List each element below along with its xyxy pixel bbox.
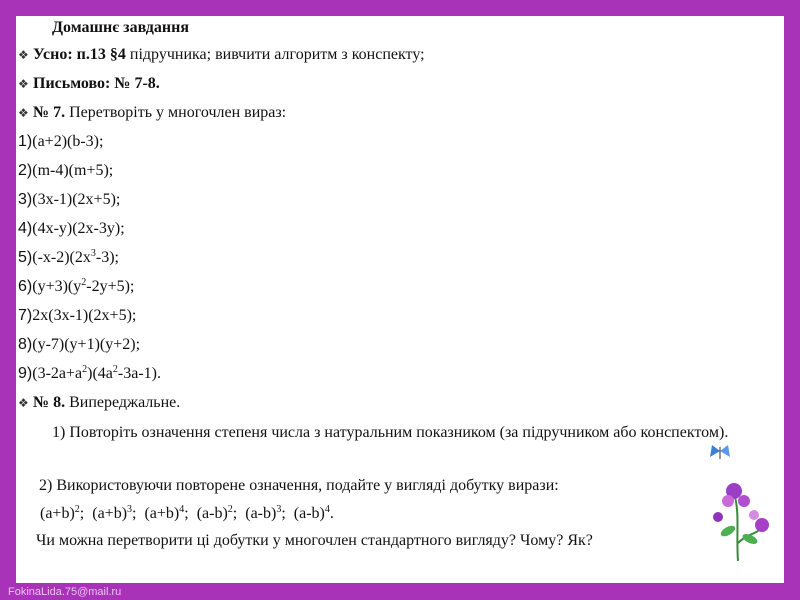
slide-sheet [16,16,784,583]
paragraph-represent-products: 2) Використовуючи повторене означення, подайте у вигляді добутку вирази: [39,477,559,494]
list-item: 7)2x(3x-1)(2x+5); [18,307,137,324]
list-item: 2)(m-4)(m+5); [18,162,114,179]
list-item: $5)(-x-2)(2x^3-3)$; [18,248,119,266]
list-item: 1)(a+2)(b-3); [18,133,104,150]
list-item: 3)(3x-1)(2x+5); [18,191,121,208]
diamond-bullet-icon: ❖ [18,48,29,62]
slide-title: Домашнє завдання [52,19,189,36]
list-item: 8)(y-7)(y+1)(y+2); [18,336,141,353]
list-item: $9)(3-2a+a^2)(4a^2-3a-1)$. [18,364,161,382]
flower-butterfly-decoration-icon [698,443,776,563]
diamond-bullet-icon: ❖ [18,396,29,410]
diamond-bullet-icon: ❖ [18,106,29,120]
paragraph-repeat-definition: 1) Повторіть означення степеня числа з натуральним показником (за підручником або конспектом). [52,424,729,441]
list-item: $6)(y+3)(y^2-2y+5)$; [18,277,135,295]
task8-line: ❖ № 8. Випереджальне. [18,394,181,411]
diamond-bullet-icon: ❖ [18,77,29,91]
oral-line: ❖ Усно: п.13 §4 підручника; вивчити алгоритм з конспекту; [18,46,425,63]
written-line: ❖ Письмово: № 7-8. [18,75,160,92]
task7-line: ❖ № 7. Перетворіть у многочлен вираз: [18,104,287,121]
powers-line: $(a+b)^2$; $(a+b)^3$; $(a+b)^4$; $(a-b)^2$; $(a-b)^3$; $(a-b)^4$. [40,504,334,522]
footer-email: FokinaLida.75@mail.ru [8,586,122,598]
question-line: Чи можна перетворити ці добутки у многочлен стандартного вигляду? Чому? Як? [36,532,593,549]
list-item: 4)(4x-y)(2x-3y); [18,220,125,237]
